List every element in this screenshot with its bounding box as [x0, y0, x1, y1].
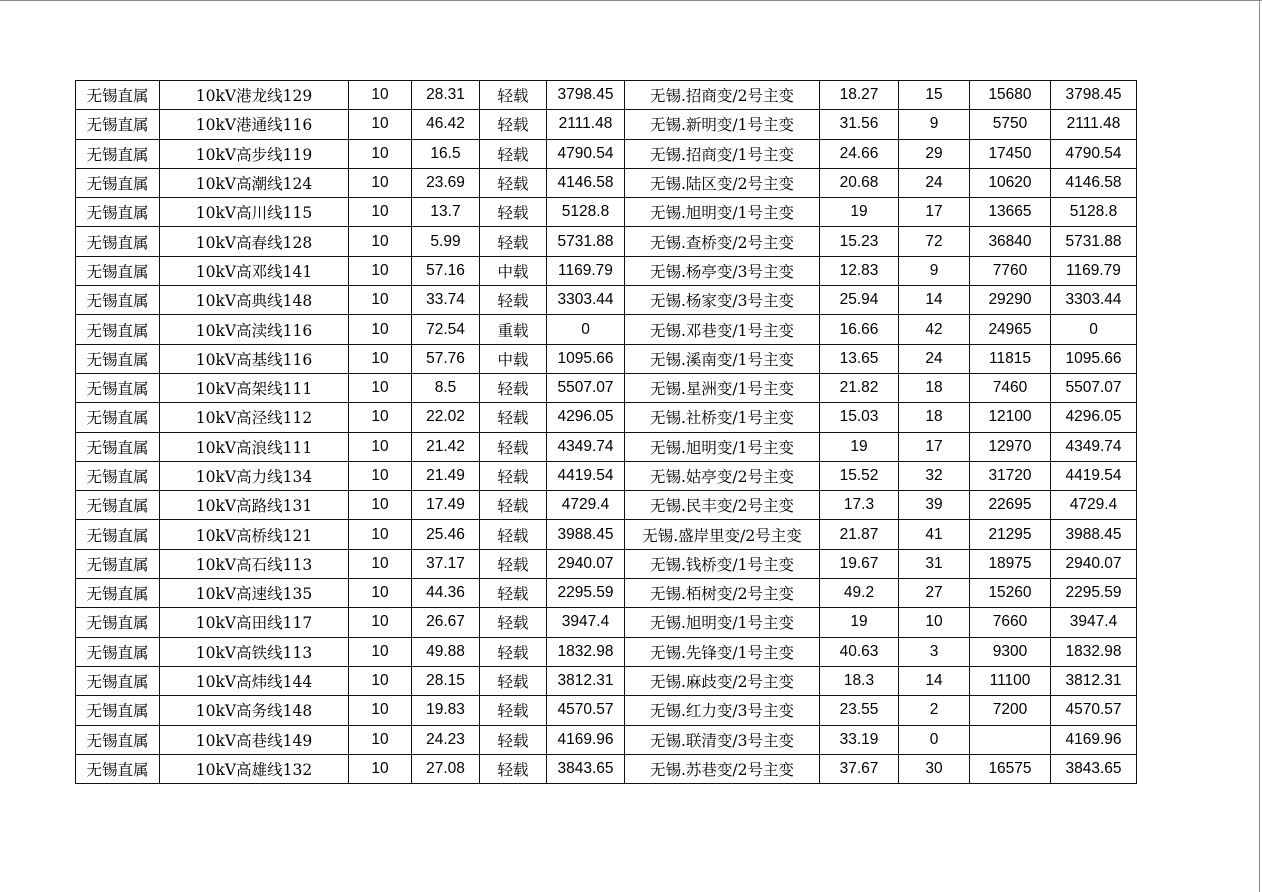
voltage-cell: 10 [349, 286, 412, 315]
load-status-cell: 轻载 [480, 608, 547, 637]
substation-transformer-cell: 无锡.栢树变/2号主变 [625, 579, 820, 608]
capacity-cell: 5731.88 [547, 227, 625, 256]
line-name-cell: 10kV高基线116 [160, 344, 349, 373]
voltage-cell: 10 [349, 110, 412, 139]
capacity-cell: 1832.98 [547, 637, 625, 666]
available-capacity-cell: 3947.4 [1051, 608, 1137, 637]
capacity-total-cell: 7460 [970, 373, 1051, 402]
line-name-cell: 10kV高浪线111 [160, 432, 349, 461]
transformer-load-rate-cell: 21.82 [820, 373, 899, 402]
available-capacity-cell: 2940.07 [1051, 549, 1137, 578]
capacity-cell: 5128.8 [547, 198, 625, 227]
transformer-load-rate-cell: 17.3 [820, 491, 899, 520]
load-status-cell: 轻载 [480, 461, 547, 490]
unit-cell: 无锡直属 [76, 110, 160, 139]
table-body [76, 81, 1137, 784]
available-capacity-cell: 3798.45 [1051, 81, 1137, 110]
load-rate-cell: 28.15 [412, 666, 480, 695]
capacity-cell: 3947.4 [547, 608, 625, 637]
available-capacity-cell: 3812.31 [1051, 666, 1137, 695]
transformer-load-rate-cell: 33.19 [820, 725, 899, 754]
count-cell: 3 [899, 637, 970, 666]
available-capacity-cell: 3843.65 [1051, 754, 1137, 783]
substation-transformer-cell: 无锡.新明变/1号主变 [625, 110, 820, 139]
line-name-cell: 10kV高速线135 [160, 579, 349, 608]
line-name-cell: 10kV高渎线116 [160, 315, 349, 344]
voltage-cell: 10 [349, 491, 412, 520]
substation-transformer-cell: 无锡.溪南变/1号主变 [625, 344, 820, 373]
transformer-load-rate-cell: 25.94 [820, 286, 899, 315]
voltage-cell: 10 [349, 549, 412, 578]
load-status-cell: 中载 [480, 256, 547, 285]
substation-transformer-cell: 无锡.先锋变/1号主变 [625, 637, 820, 666]
table-row [76, 315, 1137, 344]
load-rate-cell: 16.5 [412, 139, 480, 168]
voltage-cell: 10 [349, 696, 412, 725]
load-rate-cell: 8.5 [412, 373, 480, 402]
capacity-cell: 1169.79 [547, 256, 625, 285]
count-cell: 39 [899, 491, 970, 520]
voltage-cell: 10 [349, 198, 412, 227]
transformer-load-rate-cell: 21.87 [820, 520, 899, 549]
available-capacity-cell: 2111.48 [1051, 110, 1137, 139]
line-name-cell: 10kV港通线116 [160, 110, 349, 139]
table-row [76, 227, 1137, 256]
load-rate-cell: 17.49 [412, 491, 480, 520]
substation-transformer-cell: 无锡.招商变/1号主变 [625, 139, 820, 168]
load-rate-cell: 21.49 [412, 461, 480, 490]
load-status-cell: 轻载 [480, 227, 547, 256]
voltage-cell: 10 [349, 666, 412, 695]
unit-cell: 无锡直属 [76, 403, 160, 432]
capacity-cell: 4570.57 [547, 696, 625, 725]
capacity-total-cell: 9300 [970, 637, 1051, 666]
load-rate-cell: 26.67 [412, 608, 480, 637]
capacity-cell: 4169.96 [547, 725, 625, 754]
capacity-cell: 4296.05 [547, 403, 625, 432]
available-capacity-cell: 4296.05 [1051, 403, 1137, 432]
table-row [76, 637, 1137, 666]
load-status-cell: 轻载 [480, 549, 547, 578]
available-capacity-cell: 4349.74 [1051, 432, 1137, 461]
line-name-cell: 10kV高架线111 [160, 373, 349, 402]
load-rate-cell: 25.46 [412, 520, 480, 549]
capacity-total-cell: 12100 [970, 403, 1051, 432]
line-name-cell: 10kV高雄线132 [160, 754, 349, 783]
capacity-cell: 3988.45 [547, 520, 625, 549]
voltage-cell: 10 [349, 608, 412, 637]
load-status-cell: 轻载 [480, 403, 547, 432]
capacity-total-cell: 11100 [970, 666, 1051, 695]
unit-cell: 无锡直属 [76, 227, 160, 256]
substation-transformer-cell: 无锡.星洲变/1号主变 [625, 373, 820, 402]
line-name-cell: 10kV高务线148 [160, 696, 349, 725]
substation-transformer-cell: 无锡.杨亭变/3号主变 [625, 256, 820, 285]
table-row [76, 491, 1137, 520]
table-row [76, 256, 1137, 285]
load-status-cell: 轻载 [480, 637, 547, 666]
available-capacity-cell: 0 [1051, 315, 1137, 344]
capacity-cell: 3798.45 [547, 81, 625, 110]
capacity-total-cell: 12970 [970, 432, 1051, 461]
capacity-total-cell: 31720 [970, 461, 1051, 490]
transformer-load-rate-cell: 15.52 [820, 461, 899, 490]
transformer-load-rate-cell: 18.27 [820, 81, 899, 110]
table-row [76, 608, 1137, 637]
line-name-cell: 10kV高潮线124 [160, 168, 349, 197]
load-status-cell: 轻载 [480, 286, 547, 315]
substation-transformer-cell: 无锡.民丰变/2号主变 [625, 491, 820, 520]
count-cell: 41 [899, 520, 970, 549]
table-row [76, 286, 1137, 315]
available-capacity-cell: 1832.98 [1051, 637, 1137, 666]
available-capacity-cell: 4790.54 [1051, 139, 1137, 168]
table-row [76, 432, 1137, 461]
unit-cell: 无锡直属 [76, 696, 160, 725]
table-row [76, 520, 1137, 549]
load-status-cell: 轻载 [480, 373, 547, 402]
substation-transformer-cell: 无锡.杨家变/3号主变 [625, 286, 820, 315]
table-row [76, 168, 1137, 197]
available-capacity-cell: 1169.79 [1051, 256, 1137, 285]
transformer-load-rate-cell: 12.83 [820, 256, 899, 285]
line-name-cell: 10kV高炜线144 [160, 666, 349, 695]
available-capacity-cell: 5731.88 [1051, 227, 1137, 256]
table-row [76, 373, 1137, 402]
capacity-cell: 3843.65 [547, 754, 625, 783]
substation-transformer-cell: 无锡.旭明变/1号主变 [625, 608, 820, 637]
substation-transformer-cell: 无锡.查桥变/2号主变 [625, 227, 820, 256]
count-cell: 17 [899, 198, 970, 227]
load-status-cell: 轻载 [480, 168, 547, 197]
voltage-cell: 10 [349, 637, 412, 666]
capacity-total-cell: 22695 [970, 491, 1051, 520]
table-row [76, 139, 1137, 168]
load-rate-cell: 22.02 [412, 403, 480, 432]
substation-transformer-cell: 无锡.联清变/3号主变 [625, 725, 820, 754]
voltage-cell: 10 [349, 373, 412, 402]
unit-cell: 无锡直属 [76, 81, 160, 110]
available-capacity-cell: 4419.54 [1051, 461, 1137, 490]
line-name-cell: 10kV高邓线141 [160, 256, 349, 285]
transformer-load-rate-cell: 40.63 [820, 637, 899, 666]
voltage-cell: 10 [349, 725, 412, 754]
voltage-cell: 10 [349, 227, 412, 256]
page-right-border [1259, 0, 1260, 892]
unit-cell: 无锡直属 [76, 373, 160, 402]
line-name-cell: 10kV高力线134 [160, 461, 349, 490]
substation-transformer-cell: 无锡.苏巷变/2号主变 [625, 754, 820, 783]
transformer-load-rate-cell: 15.03 [820, 403, 899, 432]
capacity-cell: 0 [547, 315, 625, 344]
voltage-cell: 10 [349, 344, 412, 373]
load-rate-cell: 19.83 [412, 696, 480, 725]
capacity-cell: 2940.07 [547, 549, 625, 578]
table-row [76, 549, 1137, 578]
available-capacity-cell: 4570.57 [1051, 696, 1137, 725]
line-name-cell: 10kV高巷线149 [160, 725, 349, 754]
unit-cell: 无锡直属 [76, 666, 160, 695]
capacity-cell: 1095.66 [547, 344, 625, 373]
unit-cell: 无锡直属 [76, 520, 160, 549]
capacity-total-cell: 36840 [970, 227, 1051, 256]
substation-transformer-cell: 无锡.麻歧变/2号主变 [625, 666, 820, 695]
table-row [76, 110, 1137, 139]
substation-transformer-cell: 无锡.陆区变/2号主变 [625, 168, 820, 197]
count-cell: 9 [899, 110, 970, 139]
load-rate-cell: 57.76 [412, 344, 480, 373]
transformer-load-rate-cell: 18.3 [820, 666, 899, 695]
unit-cell: 无锡直属 [76, 754, 160, 783]
load-status-cell: 轻载 [480, 666, 547, 695]
load-rate-cell: 21.42 [412, 432, 480, 461]
capacity-total-cell: 5750 [970, 110, 1051, 139]
table-row [76, 81, 1137, 110]
load-status-cell: 重载 [480, 315, 547, 344]
load-status-cell: 轻载 [480, 696, 547, 725]
line-name-cell: 10kV高步线119 [160, 139, 349, 168]
load-rate-cell: 72.54 [412, 315, 480, 344]
available-capacity-cell: 2295.59 [1051, 579, 1137, 608]
count-cell: 14 [899, 666, 970, 695]
line-name-cell: 10kV高铁线113 [160, 637, 349, 666]
available-capacity-cell: 3988.45 [1051, 520, 1137, 549]
count-cell: 17 [899, 432, 970, 461]
count-cell: 29 [899, 139, 970, 168]
capacity-cell: 5507.07 [547, 373, 625, 402]
load-rate-cell: 37.17 [412, 549, 480, 578]
substation-transformer-cell: 无锡.旭明变/1号主变 [625, 198, 820, 227]
load-rate-cell: 5.99 [412, 227, 480, 256]
load-rate-cell: 57.16 [412, 256, 480, 285]
voltage-cell: 10 [349, 168, 412, 197]
count-cell: 18 [899, 403, 970, 432]
load-status-cell: 轻载 [480, 520, 547, 549]
capacity-total-cell: 18975 [970, 549, 1051, 578]
voltage-cell: 10 [349, 139, 412, 168]
count-cell: 27 [899, 579, 970, 608]
transformer-load-rate-cell: 23.55 [820, 696, 899, 725]
substation-transformer-cell: 无锡.红力变/3号主变 [625, 696, 820, 725]
voltage-cell: 10 [349, 520, 412, 549]
load-rate-cell: 44.36 [412, 579, 480, 608]
page-top-border [0, 0, 1262, 1]
load-status-cell: 中载 [480, 344, 547, 373]
unit-cell: 无锡直属 [76, 579, 160, 608]
load-status-cell: 轻载 [480, 139, 547, 168]
transformer-load-rate-cell: 19 [820, 608, 899, 637]
table-row [76, 725, 1137, 754]
capacity-cell: 2295.59 [547, 579, 625, 608]
substation-transformer-cell: 无锡.招商变/2号主变 [625, 81, 820, 110]
capacity-total-cell: 11815 [970, 344, 1051, 373]
unit-cell: 无锡直属 [76, 725, 160, 754]
table-row [76, 344, 1137, 373]
available-capacity-cell: 3303.44 [1051, 286, 1137, 315]
load-status-cell: 轻载 [480, 725, 547, 754]
capacity-total-cell: 15260 [970, 579, 1051, 608]
table-row [76, 666, 1137, 695]
capacity-total-cell: 7200 [970, 696, 1051, 725]
available-capacity-cell: 1095.66 [1051, 344, 1137, 373]
capacity-total-cell: 24965 [970, 315, 1051, 344]
transformer-load-rate-cell: 16.66 [820, 315, 899, 344]
table-row [76, 198, 1137, 227]
substation-transformer-cell: 无锡.盛岸里变/2号主变 [625, 520, 820, 549]
load-status-cell: 轻载 [480, 754, 547, 783]
count-cell: 9 [899, 256, 970, 285]
load-rate-cell: 49.88 [412, 637, 480, 666]
load-status-cell: 轻载 [480, 432, 547, 461]
line-name-cell: 10kV高石线113 [160, 549, 349, 578]
count-cell: 15 [899, 81, 970, 110]
voltage-cell: 10 [349, 81, 412, 110]
voltage-cell: 10 [349, 461, 412, 490]
available-capacity-cell: 4146.58 [1051, 168, 1137, 197]
available-capacity-cell: 5128.8 [1051, 198, 1137, 227]
load-status-cell: 轻载 [480, 579, 547, 608]
capacity-cell: 4349.74 [547, 432, 625, 461]
count-cell: 72 [899, 227, 970, 256]
count-cell: 2 [899, 696, 970, 725]
line-name-cell: 10kV高路线131 [160, 491, 349, 520]
table-row [76, 696, 1137, 725]
capacity-total-cell [970, 725, 1051, 754]
voltage-cell: 10 [349, 754, 412, 783]
unit-cell: 无锡直属 [76, 344, 160, 373]
transformer-load-rate-cell: 49.2 [820, 579, 899, 608]
capacity-total-cell: 13665 [970, 198, 1051, 227]
capacity-total-cell: 10620 [970, 168, 1051, 197]
count-cell: 14 [899, 286, 970, 315]
line-name-cell: 10kV高春线128 [160, 227, 349, 256]
load-status-cell: 轻载 [480, 198, 547, 227]
load-rate-cell: 13.7 [412, 198, 480, 227]
capacity-cell: 4419.54 [547, 461, 625, 490]
voltage-cell: 10 [349, 579, 412, 608]
transformer-load-rate-cell: 20.68 [820, 168, 899, 197]
transformer-load-rate-cell: 15.23 [820, 227, 899, 256]
capacity-cell: 4790.54 [547, 139, 625, 168]
voltage-cell: 10 [349, 403, 412, 432]
load-rate-cell: 24.23 [412, 725, 480, 754]
line-name-cell: 10kV港龙线129 [160, 81, 349, 110]
substation-transformer-cell: 无锡.钱桥变/1号主变 [625, 549, 820, 578]
capacity-cell: 3812.31 [547, 666, 625, 695]
count-cell: 18 [899, 373, 970, 402]
count-cell: 10 [899, 608, 970, 637]
load-rate-cell: 27.08 [412, 754, 480, 783]
voltage-cell: 10 [349, 315, 412, 344]
capacity-total-cell: 29290 [970, 286, 1051, 315]
load-rate-cell: 23.69 [412, 168, 480, 197]
transformer-load-rate-cell: 24.66 [820, 139, 899, 168]
unit-cell: 无锡直属 [76, 549, 160, 578]
count-cell: 42 [899, 315, 970, 344]
line-name-cell: 10kV高泾线112 [160, 403, 349, 432]
transformer-load-rate-cell: 19 [820, 432, 899, 461]
feeder-load-table [75, 80, 1137, 784]
load-rate-cell: 33.74 [412, 286, 480, 315]
unit-cell: 无锡直属 [76, 608, 160, 637]
unit-cell: 无锡直属 [76, 168, 160, 197]
count-cell: 0 [899, 725, 970, 754]
substation-transformer-cell: 无锡.邓巷变/1号主变 [625, 315, 820, 344]
unit-cell: 无锡直属 [76, 256, 160, 285]
voltage-cell: 10 [349, 256, 412, 285]
line-name-cell: 10kV高典线148 [160, 286, 349, 315]
voltage-cell: 10 [349, 432, 412, 461]
capacity-total-cell: 15680 [970, 81, 1051, 110]
table-row [76, 403, 1137, 432]
capacity-total-cell: 17450 [970, 139, 1051, 168]
capacity-total-cell: 7660 [970, 608, 1051, 637]
unit-cell: 无锡直属 [76, 491, 160, 520]
load-rate-cell: 28.31 [412, 81, 480, 110]
unit-cell: 无锡直属 [76, 432, 160, 461]
transformer-load-rate-cell: 31.56 [820, 110, 899, 139]
transformer-load-rate-cell: 13.65 [820, 344, 899, 373]
transformer-load-rate-cell: 19 [820, 198, 899, 227]
unit-cell: 无锡直属 [76, 315, 160, 344]
count-cell: 31 [899, 549, 970, 578]
unit-cell: 无锡直属 [76, 286, 160, 315]
capacity-total-cell: 7760 [970, 256, 1051, 285]
unit-cell: 无锡直属 [76, 461, 160, 490]
transformer-load-rate-cell: 37.67 [820, 754, 899, 783]
line-name-cell: 10kV高田线117 [160, 608, 349, 637]
load-status-cell: 轻载 [480, 110, 547, 139]
capacity-total-cell: 16575 [970, 754, 1051, 783]
capacity-cell: 4146.58 [547, 168, 625, 197]
table-row [76, 461, 1137, 490]
available-capacity-cell: 5507.07 [1051, 373, 1137, 402]
count-cell: 24 [899, 344, 970, 373]
count-cell: 30 [899, 754, 970, 783]
unit-cell: 无锡直属 [76, 637, 160, 666]
capacity-cell: 2111.48 [547, 110, 625, 139]
transformer-load-rate-cell: 19.67 [820, 549, 899, 578]
substation-transformer-cell: 无锡.旭明变/1号主变 [625, 432, 820, 461]
table-row [76, 579, 1137, 608]
capacity-cell: 3303.44 [547, 286, 625, 315]
available-capacity-cell: 4169.96 [1051, 725, 1137, 754]
table-row [76, 754, 1137, 783]
capacity-cell: 4729.4 [547, 491, 625, 520]
load-rate-cell: 46.42 [412, 110, 480, 139]
line-name-cell: 10kV高桥线121 [160, 520, 349, 549]
capacity-total-cell: 21295 [970, 520, 1051, 549]
load-status-cell: 轻载 [480, 491, 547, 520]
available-capacity-cell: 4729.4 [1051, 491, 1137, 520]
load-status-cell: 轻载 [480, 81, 547, 110]
unit-cell: 无锡直属 [76, 198, 160, 227]
count-cell: 24 [899, 168, 970, 197]
line-name-cell: 10kV高川线115 [160, 198, 349, 227]
unit-cell: 无锡直属 [76, 139, 160, 168]
count-cell: 32 [899, 461, 970, 490]
substation-transformer-cell: 无锡.姑亭变/2号主变 [625, 461, 820, 490]
substation-transformer-cell: 无锡.社桥变/1号主变 [625, 403, 820, 432]
